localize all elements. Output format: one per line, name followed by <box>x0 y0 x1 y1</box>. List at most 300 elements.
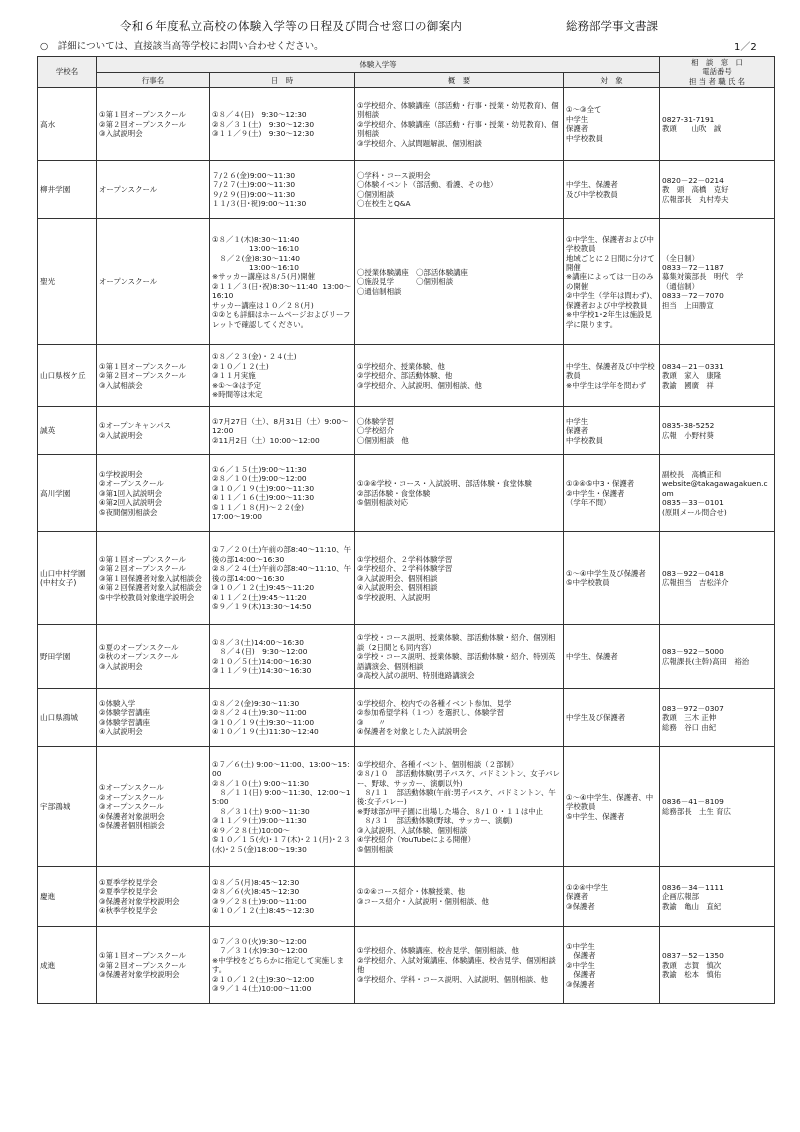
datetime-line: ⑤１１／１８(月)～２２(金) <box>212 502 305 512</box>
table-row <box>38 455 775 532</box>
cell-datetime <box>210 219 355 345</box>
datetime-line: ⑤９／１９(木)13:30～14:50 <box>212 602 312 612</box>
summary-line: ⑤学校説明、入試説明 <box>357 592 431 602</box>
contact-line: 広報担当 吉松洋介 <box>662 578 729 588</box>
cell-contact <box>660 689 775 747</box>
cell-summary <box>355 689 564 747</box>
summary-line: ③入試説明、入試体験、個別相談 <box>357 825 468 835</box>
event-line: ②オープンスクール <box>99 792 164 802</box>
target-line: 中学生 <box>566 114 589 124</box>
cell-datetime <box>210 455 355 532</box>
cell-target <box>564 867 660 927</box>
datetime-line: ③１１／９(土) 9:30～12:30 <box>212 129 315 139</box>
contact-line: 0827-31-7191 <box>662 114 715 124</box>
contact-line: 0820－22－0214 <box>662 175 724 185</box>
datetime-line: ９/２９(日)9:00～11:30 <box>212 189 296 199</box>
contact-line: 教諭 國廣 祥 <box>662 380 714 390</box>
target-line: 地域ごとに２日間に分けて開催 <box>566 253 655 272</box>
cell-event <box>97 747 210 867</box>
target-line: ③保護者 <box>566 979 595 989</box>
summary-line: ①③④学校・コース・入試説明、部活体験・食堂体験 <box>357 479 532 489</box>
target-line: （学年不問） <box>566 498 611 508</box>
datetime-line: ③９／１４(土)10:00～11:00 <box>212 984 312 994</box>
event-line: ③入試説明会 <box>99 129 143 139</box>
datetime-line: ①７／６(土) 9:00～11:00、13:00～15:00 <box>212 759 350 779</box>
cell-datetime <box>210 407 355 455</box>
cell-school <box>38 689 97 747</box>
summary-line: 〇個別相談 他 <box>357 435 409 445</box>
school-line: 聖光 <box>40 277 56 287</box>
datetime-line: ８／４(日) 9:30～12:00 <box>212 647 308 657</box>
datetime-line: ①７／３０(火)9:30～12:00 <box>212 937 307 946</box>
event-line: ③第1回入試説明会 <box>99 488 163 498</box>
cell-school <box>38 345 97 407</box>
summary-line: ④学校紹介（YouTubeによる開催） <box>357 835 475 845</box>
cell-school <box>38 407 97 455</box>
cell-summary <box>355 867 564 927</box>
table-row <box>38 219 775 345</box>
event-line: ①オープンキャンパス <box>99 421 171 431</box>
datetime-line: ①８／３(土)14:00～16:30 <box>212 637 304 647</box>
contact-line: 教頭 志賀 慎次 <box>662 960 722 970</box>
schedule-table <box>37 56 775 1004</box>
cell-event <box>97 455 210 532</box>
school-line: 野田学園 <box>40 652 71 662</box>
table-body <box>38 88 775 1004</box>
target-line: ①③④⑤中3・保護者 <box>566 479 635 489</box>
summary-line: ※野球部が甲子園に出場した場合、８/１０・１１は中止 <box>357 806 544 816</box>
cell-school <box>38 867 97 927</box>
event-line: ③保護者対象学校説明会 <box>99 970 180 980</box>
summary-line: 〇通信制相談 <box>357 286 402 296</box>
summary-line: ②学校・コース説明、授業体験、部活動体験・紹介、特別英語講演会、個別相談 <box>357 652 556 671</box>
datetime-line: ②８／２４(土)9:30～11:00 <box>212 708 307 718</box>
contact-line: 募集対策部長 明代 学 <box>662 272 744 282</box>
school-line: 山口県鴻城 <box>40 713 78 723</box>
cell-event <box>97 867 210 927</box>
cell-datetime <box>210 88 355 161</box>
cell-contact <box>660 219 775 345</box>
cell-target <box>564 747 660 867</box>
target-line: ①②④中学生 <box>566 882 609 892</box>
cell-event <box>97 532 210 625</box>
event-line: ①オープンスクール <box>99 783 164 793</box>
datetime-line: ※サッカー講座は８/５(月)開催 <box>212 272 315 282</box>
event-line: ①第１回オープンスクール <box>99 361 186 371</box>
event-line: ②オープンスクール <box>99 479 164 489</box>
cell-school <box>38 747 97 867</box>
table-row <box>38 532 775 625</box>
cell-datetime <box>210 747 355 867</box>
target-line: ①～③全て <box>566 105 602 115</box>
cell-event <box>97 927 210 1004</box>
datetime-line: ②１１／３(日･祝)8:30～11:40 13:00～16:10 <box>212 281 352 301</box>
summary-line: ②学校紹介、２学科体験学習 <box>357 564 453 574</box>
datetime-line: 17:00～19:00 <box>212 512 262 522</box>
summary-line: ③入試説明会、個別相談 <box>357 573 438 583</box>
datetime-line: ②８／１０(土) 9:00～11:30 <box>212 778 309 788</box>
table-row <box>38 345 775 407</box>
summary-line: ①学校・コース説明、授業体験、部活動体験・紹介、個別相談（2日間とも同内容） <box>357 633 556 652</box>
contact-line: 広報課長(主幹)高田 裕治 <box>662 656 750 666</box>
event-line: ⑤保護者個別相談会 <box>99 821 165 831</box>
summary-line: ③学校紹介、入試問題解説、個別相談 <box>357 138 482 148</box>
datetime-line: ８／２(金)8:30～11:40 <box>212 253 301 263</box>
summary-line: ④保護者を対象とした入試説明会 <box>357 727 468 737</box>
event-line: ⑤夜間個別相談会 <box>99 507 158 517</box>
datetime-line: サッカー講座は１０／２８(月) <box>212 300 314 310</box>
event-line: ②入試説明会 <box>99 430 143 440</box>
datetime-line: ④１０／１２(土)8:45～12:30 <box>212 906 315 916</box>
table-row <box>38 927 775 1004</box>
cell-event <box>97 407 210 455</box>
contact-line: 083－922－0418 <box>662 568 724 578</box>
cell-target <box>564 927 660 1004</box>
header-summary: 概 要 <box>355 73 564 88</box>
event-line: ③体験学習講座 <box>99 717 150 727</box>
datetime-line: ③１０／１９(土)9:30～11:00 <box>212 717 315 727</box>
datetime-line: ②１０／５(土)14:00～16:30 <box>212 656 312 666</box>
datetime-line: ②８／６(火)8:45～12:30 <box>212 887 300 897</box>
summary-line: 〇在校生とQ&A <box>357 199 411 209</box>
event-line: ①夏季学校見学会 <box>99 877 158 887</box>
summary-line: ②部活体験・食堂体験 <box>357 488 431 498</box>
cell-event <box>97 689 210 747</box>
cell-target <box>564 455 660 532</box>
summary-line: ①学校紹介、２学科体験学習 <box>357 554 453 564</box>
event-line: ①学校説明会 <box>99 469 143 479</box>
summary-line: ８/１１ 部活動体験(午前:男子バスケ、バドミントン、午後:女子バレー) <box>357 787 556 807</box>
datetime-line: ※中学校をどちらかに指定して実施します。 <box>212 955 344 975</box>
datetime-line: ③９／２８(土)9:00～11:00 <box>212 896 307 906</box>
summary-line: ①②④コース紹介・体験授業、他 <box>357 887 466 897</box>
contact-line: （通信制） <box>662 281 699 291</box>
datetime-line: ④１０／１９(土)11:30～12:40 <box>212 727 319 737</box>
target-line: 中学校教員 <box>566 435 603 445</box>
document-title: 令和６年度私立高校の体験入学等の日程及び問合せ窓口の御案内 <box>120 19 463 33</box>
contact-line: 083－972－0307 <box>662 703 724 713</box>
cell-contact <box>660 625 775 689</box>
contact-line: 教諭 亀山 直紀 <box>662 901 722 911</box>
contact-line: 0835－33－0101 <box>662 498 724 508</box>
datetime-line: ②１０／１２(土)9:30～12:00 <box>212 974 315 984</box>
cell-target <box>564 407 660 455</box>
header-group: 体験入学等 <box>97 57 660 73</box>
target-line: 保護者 <box>566 970 596 980</box>
contact-line: website@takagawagakuen.com <box>662 479 768 498</box>
contact-line: 企画広報部 <box>662 892 699 902</box>
contact-line: 0837－52－1350 <box>662 951 724 961</box>
department-name: 総務部学事文書課 <box>566 19 658 33</box>
event-line: ①夏のオープンスクール <box>99 642 179 652</box>
table-row <box>38 867 775 927</box>
datetime-line: ※①～③は予定 <box>212 380 262 390</box>
event-line: ④秋季学校見学会 <box>99 906 158 916</box>
target-line: ②中学生 <box>566 960 595 970</box>
target-line: ※中学校1･2年生は施設見学に限ります。 <box>566 310 652 329</box>
cell-summary <box>355 747 564 867</box>
datetime-line: ④１１／１６(土)9:00～11:30 <box>212 493 315 503</box>
table-row <box>38 88 775 161</box>
summary-line: ②８/１０ 部活動体験(男子バスケ、バドミントン、女子バレー、野球、サッカー、演劇以外) <box>357 769 560 788</box>
school-line: 柳井学園 <box>40 185 71 195</box>
target-line: ①中学生、保護者および中学校教員 <box>566 234 654 254</box>
target-line: 中学生 <box>566 416 589 426</box>
datetime-line: ８／３１(土) 9:00～11:30 <box>212 806 310 816</box>
event-line: ③保護者対象学校説明会 <box>99 896 180 906</box>
datetime-line: ③１１／９(土)9:00～11:30 <box>212 816 307 826</box>
cell-target <box>564 345 660 407</box>
table-row <box>38 407 775 455</box>
target-line: ②中学生（学年は問わず)、保護者および中学校教員 <box>566 291 657 310</box>
target-line: 中学生、保護者 <box>566 652 618 662</box>
datetime-line: ①８／２３(金)・２４(土) <box>212 352 297 362</box>
contact-line: 0836－34－1111 <box>662 882 724 892</box>
header-contact-line: 相 談 窓 口 <box>691 58 743 67</box>
contact-line: (原則メール問合せ) <box>662 507 727 517</box>
school-line: 慶進 <box>40 892 56 902</box>
table-row <box>38 747 775 867</box>
contact-line: 083－922－5000 <box>662 647 724 657</box>
summary-line: ①学校紹介、体験講座、校舎見学、個別相談、他 <box>357 946 519 956</box>
cell-target <box>564 532 660 625</box>
cell-event <box>97 161 210 219</box>
school-line: 高川学園 <box>40 488 71 498</box>
note-text: ○ 詳細については、直接該当高等学校にお問い合わせください。 <box>40 41 324 52</box>
cell-summary <box>355 345 564 407</box>
cell-event <box>97 219 210 345</box>
event-line: ①第１回オープンスクール <box>99 554 186 564</box>
datetime-line: ⑤１０／１５(火)･１７(木)･２１(月)･２３(水)･２５(金)18:00～19:30 <box>212 835 351 854</box>
cell-school <box>38 161 97 219</box>
school-line: 成進 <box>40 960 56 970</box>
datetime-line: ③１０／１９(土)9:00～11:30 <box>212 483 315 493</box>
contact-line: 担当 上田勝宣 <box>662 300 714 310</box>
datetime-line: ①８／２(金)9:30～11:30 <box>212 698 300 708</box>
event-line: ②秋のオープンスクール <box>99 652 179 662</box>
target-line: 保護者 <box>566 124 589 134</box>
contact-line: 教頭 家入 康隆 <box>662 371 722 381</box>
event-line: ①第１回オープンスクール <box>99 951 186 961</box>
contact-line: 教頭 山吹 誠 <box>662 124 722 134</box>
event-line: ②夏季学校見学会 <box>99 887 158 897</box>
datetime-line: １１/３(日･祝)9:00～11:30 <box>212 199 307 209</box>
event-line: ⑤中学校教員対象進学説明会 <box>99 592 195 602</box>
summary-line: 〇体験イベント（部活動、看護、その他） <box>357 180 498 190</box>
cell-summary <box>355 88 564 161</box>
target-line: 中学生、保護者及び中学校教員 <box>566 361 655 381</box>
contact-line: 教諭 松本 慎佑 <box>662 970 722 980</box>
summary-line: 〇個別相談 <box>357 189 394 199</box>
summary-line: 〇授業体験講座 〇部活体験講座 <box>357 267 468 277</box>
summary-line: ②参加希望学科（１つ）を選択し、体験学習 <box>357 708 505 718</box>
event-line: ②第２回オープンスクール <box>99 960 186 970</box>
cell-event <box>97 88 210 161</box>
datetime-line: ①7月27日（土）、8月31日（土）9:00～12:00 <box>212 416 349 436</box>
cell-contact <box>660 927 775 1004</box>
target-line: 保護者 <box>566 426 589 436</box>
datetime-line: ②８／２４(土)午前の部8:40～11:10、午後の部14:00～16:30 <box>212 564 351 583</box>
cell-school <box>38 927 97 1004</box>
event-line: ④保護者対象説明会 <box>99 811 165 821</box>
summary-line: ８/３１ 部活動体験(野球、サッカー、演劇) <box>357 816 513 826</box>
datetime-line: ①７／２０(土)午前の部8:40～11:10、午後の部14:00～16:30 <box>212 545 351 564</box>
cell-target <box>564 689 660 747</box>
datetime-line: ①８／１(木)8:30～11:40 <box>212 234 300 244</box>
contact-line: 0833－72－1187 <box>662 262 724 272</box>
event-line: ①体験入学 <box>99 698 136 708</box>
cell-summary <box>355 219 564 345</box>
cell-datetime <box>210 345 355 407</box>
datetime-line: 13:00～16:10 <box>212 262 299 272</box>
datetime-line: 13:00～16:10 <box>212 244 299 254</box>
summary-line: ①学校紹介、授業体験、他 <box>357 361 445 371</box>
event-line: ②第２回オープンスクール <box>99 564 186 574</box>
cell-datetime <box>210 625 355 689</box>
event-line: ④第２回保護者対象入試相談会 <box>99 583 202 593</box>
event-line: ②第２回オープンスクール <box>99 371 186 381</box>
header-contact-line: 電話番号 <box>702 67 732 77</box>
cell-event <box>97 345 210 407</box>
datetime-line: ③１０／１２(土)9:45～11:20 <box>212 583 315 593</box>
summary-line: ②学校紹介、入試対策講座、体験講座、校舎見学、個別相談他 <box>357 955 556 975</box>
cell-contact <box>660 161 775 219</box>
cell-contact <box>660 345 775 407</box>
summary-line: ⑤個別相談 <box>357 844 394 854</box>
cell-contact <box>660 747 775 867</box>
cell-datetime <box>210 532 355 625</box>
contact-line: 広報部長 丸村寿夫 <box>662 194 729 204</box>
datetime-line: ②11月2日（土）10:00～12:00 <box>212 435 320 445</box>
table-row <box>38 161 775 219</box>
summary-line: ③コース紹介・入試説明・個別相談、他 <box>357 896 489 906</box>
event-line: ①第１回オープンスクール <box>99 110 186 120</box>
target-line: 中学生及び保護者 <box>566 713 626 723</box>
cell-school <box>38 455 97 532</box>
target-line: ※中学生は学年を問わず <box>566 380 647 390</box>
cell-school <box>38 219 97 345</box>
contact-line: 教 頭 高橋 克好 <box>662 185 729 195</box>
cell-target <box>564 219 660 345</box>
summary-line: ③学校紹介、学科・コース説明、入試説明、個別相談、他 <box>357 974 549 984</box>
target-line: 保護者 <box>566 892 589 902</box>
cell-contact <box>660 867 775 927</box>
event-line: ③第１回保護者対象入試相談会 <box>99 573 202 583</box>
datetime-line: ７／３１(水)9:30～12:00 <box>212 946 308 956</box>
header-contact-line: 担 当 者 職 氏 名 <box>688 76 746 86</box>
cell-summary <box>355 532 564 625</box>
datetime-line: ①②とも詳細はホームページおよびリーフレットで確認してください。 <box>212 310 351 329</box>
cell-datetime <box>210 161 355 219</box>
summary-line: ⑤個別相談対応 <box>357 498 408 508</box>
event-line: ③入試相談会 <box>99 380 143 390</box>
target-line: ⑤中学生、保護者 <box>566 811 625 821</box>
datetime-line: ③１１月実施 <box>212 371 256 381</box>
contact-line: 広報 小野村葵 <box>662 430 714 440</box>
target-line: ①～④中学生、保護者、中学校教員 <box>566 792 654 812</box>
datetime-line: ※時間等は未定 <box>212 390 263 400</box>
event-line: ③入試説明会 <box>99 661 143 671</box>
cell-contact <box>660 455 775 532</box>
datetime-line: ７/２７(土)9:00～11:30 <box>212 180 296 190</box>
summary-line: ①学校紹介、校内での各種イベント参加、見学 <box>357 698 512 708</box>
cell-datetime <box>210 927 355 1004</box>
summary-line: ③学校紹介、入試説明、個別相談、他 <box>357 380 482 390</box>
cell-school <box>38 625 97 689</box>
cell-summary <box>355 455 564 532</box>
cell-event <box>97 625 210 689</box>
cell-target <box>564 88 660 161</box>
summary-line: ②学校紹介、部活動体験、他 <box>357 371 453 381</box>
datetime-line: ８／１１(日) 9:00～11:30、12:00～15:00 <box>212 787 351 807</box>
summary-line: 〇施設見学 〇個別相談 <box>357 277 454 287</box>
school-line: (中村女子) <box>40 578 77 588</box>
header-contact <box>660 57 775 88</box>
table-row <box>38 689 775 747</box>
contact-line: 副校長 高橋正和 <box>662 469 722 479</box>
cell-datetime <box>210 689 355 747</box>
cell-summary <box>355 927 564 1004</box>
contact-line: （全日制） <box>662 253 699 263</box>
event-line: ②体験学習講座 <box>99 708 150 718</box>
table-row <box>38 625 775 689</box>
event-line: ④第2回入試説明会 <box>99 498 163 508</box>
summary-line: 〇学校紹介 <box>357 426 394 436</box>
cell-target <box>564 161 660 219</box>
event-line: ④入試説明会 <box>99 727 143 737</box>
target-line: 及び中学校教員 <box>566 189 618 199</box>
summary-line: 〇学科・コース説明会 <box>357 170 431 180</box>
target-line: 中学校教員 <box>566 133 603 143</box>
event-line: オープンスクール <box>99 185 158 195</box>
cell-school <box>38 88 97 161</box>
target-line: ①中学生 <box>566 941 595 951</box>
school-line: 誠英 <box>40 426 56 436</box>
contact-line: 教頭 三木 正伸 <box>662 713 717 723</box>
page-number: 1／2 <box>734 42 757 53</box>
summary-line: ④入試説明会、個別相談 <box>357 583 438 593</box>
summary-line: ③ 〃 <box>357 717 386 727</box>
cell-target <box>564 625 660 689</box>
event-line: ③オープンスクール <box>99 802 164 812</box>
event-line: オープンスクール <box>99 277 158 287</box>
cell-school <box>38 532 97 625</box>
target-line: ②中学生・保護者 <box>566 488 625 498</box>
contact-line: 0835-38-5252 <box>662 421 715 431</box>
target-line: ①～④中学生及び保護者 <box>566 568 646 578</box>
contact-line: 総務 谷口 由紀 <box>662 722 717 732</box>
contact-line: 0836－41－8109 <box>662 797 724 807</box>
target-line: 中学生、保護者 <box>566 180 618 190</box>
datetime-line: ①８／４(日) 9:30～12:30 <box>212 110 307 120</box>
cell-datetime <box>210 867 355 927</box>
cell-summary <box>355 161 564 219</box>
summary-line: ①学校紹介、体験講座（部活動・行事・授業・幼児教育)、個別相談 <box>357 100 559 120</box>
summary-line: 〇体験学習 <box>357 416 394 426</box>
summary-line: ②学校紹介、体験講座（部活動・行事・授業・幼児教育)、個別相談 <box>357 119 559 139</box>
cell-summary <box>355 407 564 455</box>
cell-contact <box>660 407 775 455</box>
school-line: 山口中村学園 <box>40 568 86 578</box>
datetime-line: ②８／３１(土) 9:30～12:30 <box>212 119 315 129</box>
target-line: ※講座によっては一日のみの開催 <box>566 272 654 291</box>
datetime-line: ③１１／９(土)14:30～16:30 <box>212 666 312 676</box>
header-datetime: 日 時 <box>210 73 355 88</box>
datetime-line: ②８／１０(土)9:00～12:00 <box>212 474 307 484</box>
contact-line: 総務部長 土生 育広 <box>662 806 731 816</box>
contact-line: 0834－21－0331 <box>662 361 724 371</box>
school-line: 高水 <box>40 119 56 129</box>
